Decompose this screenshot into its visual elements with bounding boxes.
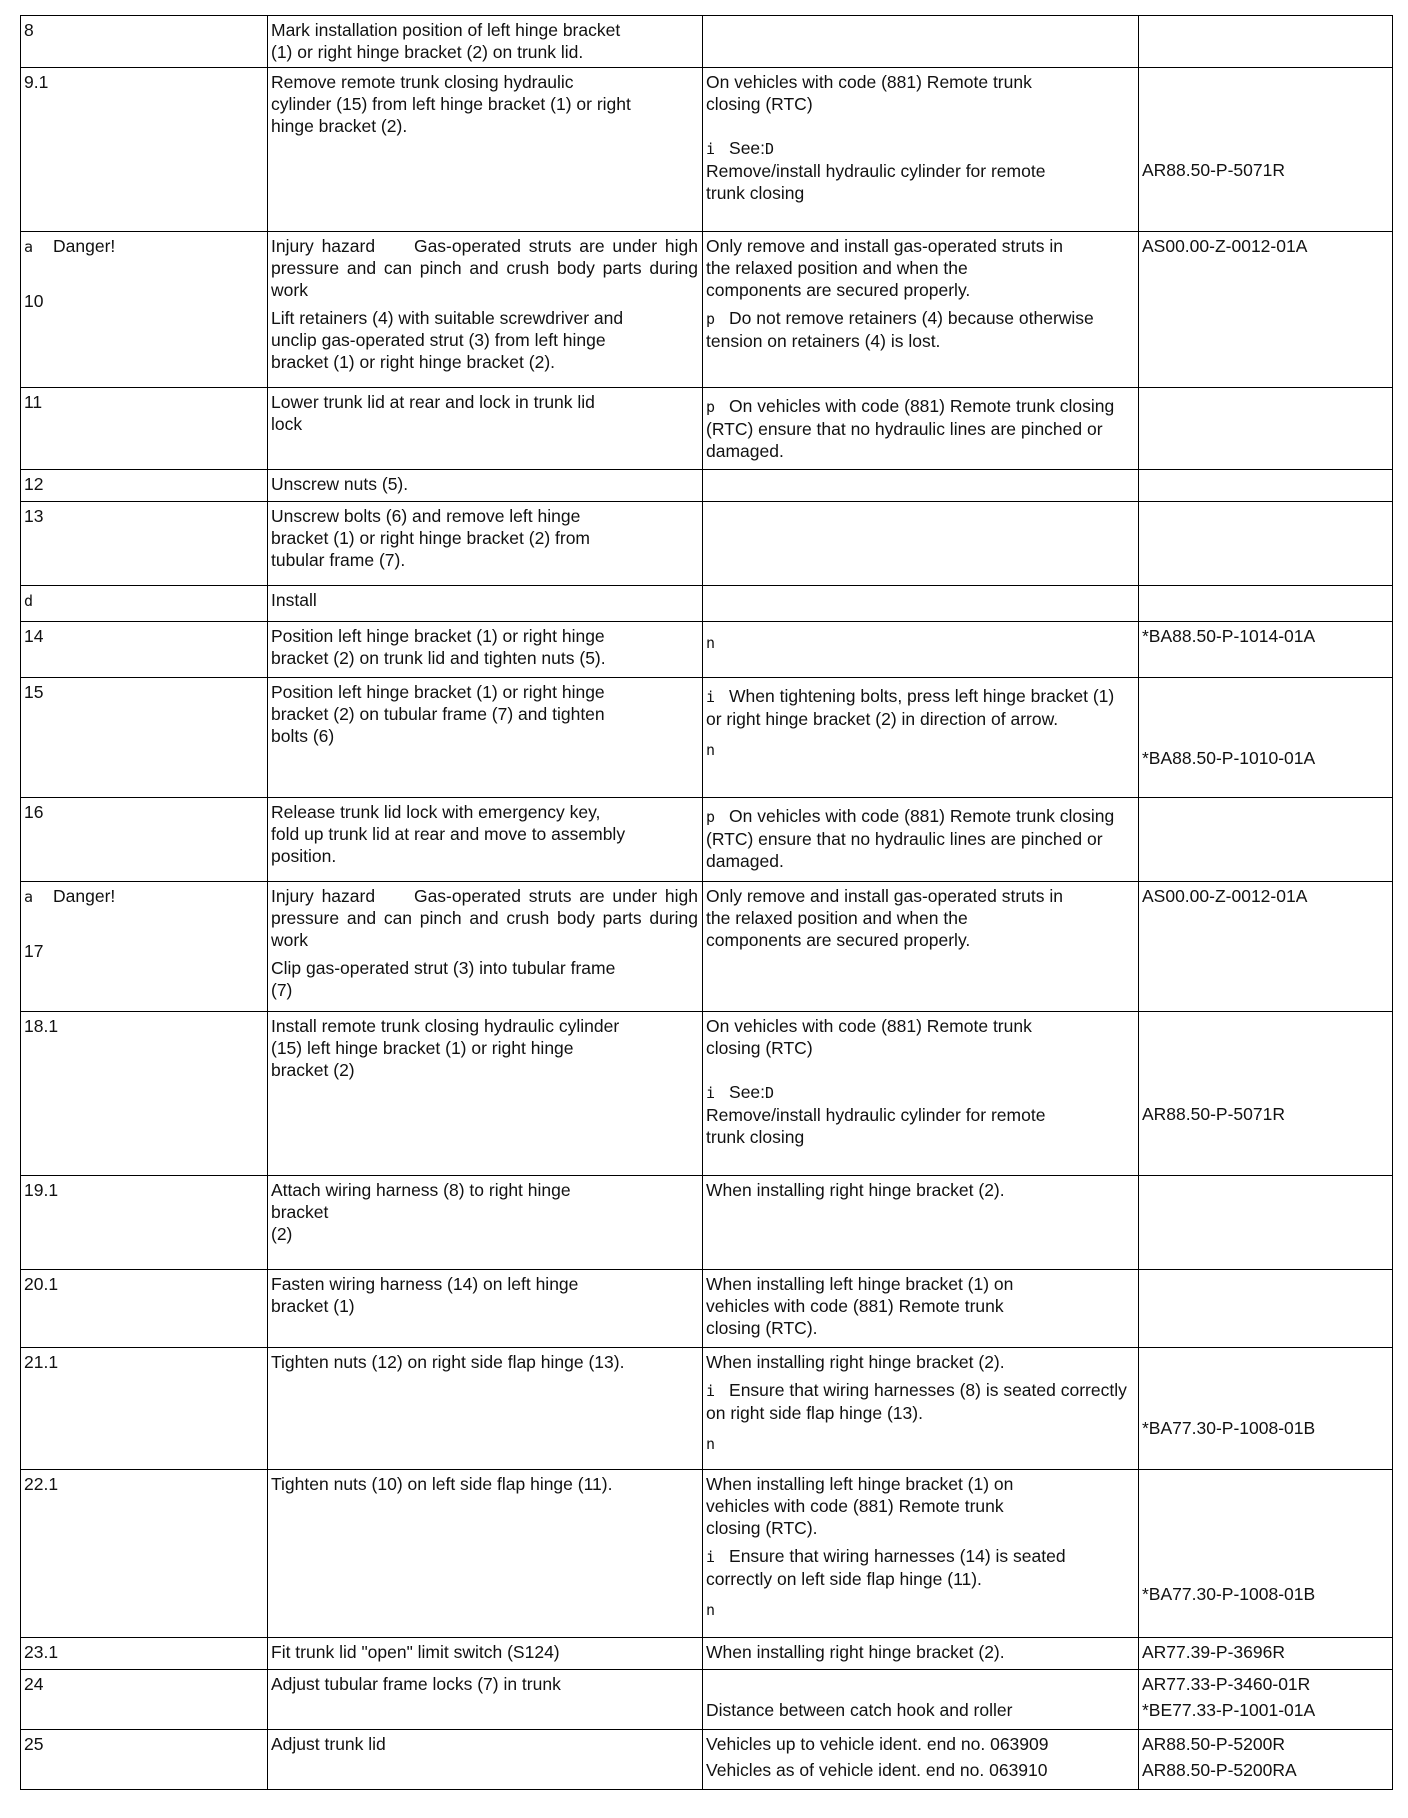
table-row xyxy=(21,1730,1393,1790)
table-row xyxy=(21,1470,1393,1638)
table-row xyxy=(21,1638,1393,1670)
step-note: On vehicles with code (881) Remote trunk closing (RTC) i See:D Remove/install hydraulic cylinder for remote trunk closing xyxy=(703,1012,1139,1176)
caution-icon: p xyxy=(706,398,716,416)
table-row xyxy=(21,798,1393,882)
install-icon: d xyxy=(24,592,34,610)
step-reference xyxy=(1139,1012,1393,1176)
step-number: 16 xyxy=(21,798,268,882)
table-row xyxy=(21,586,1393,622)
step-note: Vehicles up to vehicle ident. end no. 063909 Vehicles as of vehicle ident. end no. 063910 xyxy=(703,1730,1139,1790)
step-number: 9.1 xyxy=(21,68,268,232)
step-note: p On vehicles with code (881) Remote trunk closing (RTC) ensure that no hydraulic lines are pinched or damaged. xyxy=(703,798,1139,882)
step-number: 13 xyxy=(21,502,268,586)
step-note: i When tightening bolts, press left hinge bracket (1) or right hinge bracket (2) in direction of arrow. n xyxy=(703,678,1139,798)
step-note: When installing left hinge bracket (1) on vehicles with code (881) Remote trunk closing (RTC). xyxy=(703,1270,1139,1348)
document-link-icon[interactable]: D xyxy=(765,140,775,158)
step-number: 12 xyxy=(21,470,268,502)
step-number: a Danger! 17 xyxy=(21,882,268,1012)
torque-icon: n xyxy=(706,634,716,652)
step-number: 23.1 xyxy=(21,1638,268,1670)
step-note xyxy=(703,470,1139,502)
step-reference xyxy=(1139,678,1393,798)
table-row xyxy=(21,1348,1393,1470)
step-action: Install xyxy=(268,586,703,622)
info-icon: i xyxy=(706,688,716,706)
table-row xyxy=(21,470,1393,502)
reference-link[interactable]: AR88.50-P-5071R xyxy=(1142,1104,1285,1124)
step-number: 11 xyxy=(21,388,268,470)
table-row xyxy=(21,622,1393,678)
table-row xyxy=(21,68,1393,232)
step-note: Distance between catch hook and roller xyxy=(703,1670,1139,1730)
table-row xyxy=(21,388,1393,470)
table-row xyxy=(21,1012,1393,1176)
step-number: a Danger! 10 xyxy=(21,232,268,388)
reference-link[interactable]: AR88.50-P-5200RA xyxy=(1142,1760,1297,1780)
step-action: Tighten nuts (12) on right side flap hinge (13). xyxy=(268,1348,703,1470)
torque-icon: n xyxy=(706,1601,716,1619)
reference-link[interactable]: *BA88.50-P-1010-01A xyxy=(1142,748,1316,768)
table-row xyxy=(21,16,1393,68)
reference-link[interactable]: *BE77.33-P-1001-01A xyxy=(1142,1700,1316,1720)
step-note: When installing right hinge bracket (2). i Ensure that wiring harnesses (8) is seated correctly on right side flap hinge (13). n xyxy=(703,1348,1139,1470)
step-number: 8 xyxy=(21,16,268,68)
step-number: 25 xyxy=(21,1730,268,1790)
table-row xyxy=(21,882,1393,1012)
step-reference xyxy=(1139,502,1393,586)
step-reference xyxy=(1139,470,1393,502)
step-action: Unscrew nuts (5). xyxy=(268,470,703,502)
step-reference xyxy=(1139,388,1393,470)
reference-link[interactable]: AR88.50-P-5071R xyxy=(1142,160,1285,180)
table-row xyxy=(21,232,1393,388)
step-reference xyxy=(1139,586,1393,622)
step-action: Position left hinge bracket (1) or right hinge bracket (2) on tubular frame (7) and tighten bolts (6) xyxy=(268,678,703,798)
step-action: Mark installation position of left hinge bracket (1) or right hinge bracket (2) on trunk lid. xyxy=(268,16,703,68)
step-note xyxy=(703,16,1139,68)
step-note: p On vehicles with code (881) Remote trunk closing (RTC) ensure that no hydraulic lines are pinched or damaged. xyxy=(703,388,1139,470)
step-reference xyxy=(1139,1670,1393,1730)
step-action: Injury hazard Gas-operated struts are under high pressure and can pinch and crush body parts during work Clip gas-operated strut (3) into tubular frame (7) xyxy=(268,882,703,1012)
step-note: On vehicles with code (881) Remote trunk closing (RTC) i See:D Remove/install hydraulic cylinder for remote trunk closing xyxy=(703,68,1139,232)
danger-icon: a xyxy=(24,888,34,906)
torque-icon: n xyxy=(706,741,716,759)
step-number: 19.1 xyxy=(21,1176,268,1270)
table-row xyxy=(21,678,1393,798)
table-row xyxy=(21,1670,1393,1730)
reference-link[interactable]: *BA88.50-P-1014-01A xyxy=(1142,626,1316,646)
step-action: Adjust tubular frame locks (7) in trunk xyxy=(268,1670,703,1730)
table-row xyxy=(21,1176,1393,1270)
torque-icon: n xyxy=(706,1435,716,1453)
table-row xyxy=(21,1270,1393,1348)
step-note xyxy=(703,586,1139,622)
step-action: Tighten nuts (10) on left side flap hinge (11). xyxy=(268,1470,703,1638)
info-icon: i xyxy=(706,1382,716,1400)
reference-link[interactable]: AR77.33-P-3460-01R xyxy=(1142,1674,1311,1694)
step-action: Fasten wiring harness (14) on left hinge bracket (1) xyxy=(268,1270,703,1348)
step-action: Adjust trunk lid xyxy=(268,1730,703,1790)
step-action: Release trunk lid lock with emergency key, fold up trunk lid at rear and move to assembly position. xyxy=(268,798,703,882)
info-icon: i xyxy=(706,140,716,158)
table-row xyxy=(21,502,1393,586)
step-action: Unscrew bolts (6) and remove left hinge bracket (1) or right hinge bracket (2) from tubular frame (7). xyxy=(268,502,703,586)
step-action: Lower trunk lid at rear and lock in trunk lid lock xyxy=(268,388,703,470)
procedure-sheet xyxy=(20,15,1392,1790)
step-note xyxy=(703,622,1139,678)
step-action: Fit trunk lid "open" limit switch (S124) xyxy=(268,1638,703,1670)
step-reference xyxy=(1139,1270,1393,1348)
step-reference xyxy=(1139,1470,1393,1638)
step-number: 14 xyxy=(21,622,268,678)
step-number: 18.1 xyxy=(21,1012,268,1176)
reference-link[interactable]: AR88.50-P-5200R xyxy=(1142,1734,1285,1754)
reference-link[interactable]: *BA77.30-P-1008-01B xyxy=(1142,1584,1316,1604)
step-note: Only remove and install gas-operated struts in the relaxed position and when the components are secured properly. xyxy=(703,882,1139,1012)
step-number: 20.1 xyxy=(21,1270,268,1348)
step-reference xyxy=(1139,232,1393,388)
info-line: i See:D xyxy=(706,138,775,158)
step-reference xyxy=(1139,1638,1393,1670)
step-reference xyxy=(1139,16,1393,68)
step-reference xyxy=(1139,798,1393,882)
step-reference xyxy=(1139,68,1393,232)
procedure-table xyxy=(20,15,1393,1790)
step-action: Attach wiring harness (8) to right hinge bracket (2) xyxy=(268,1176,703,1270)
step-number: 24 xyxy=(21,1670,268,1730)
step-number: 22.1 xyxy=(21,1470,268,1638)
step-action: Install remote trunk closing hydraulic cylinder (15) left hinge bracket (1) or right hinge bracket (2) xyxy=(268,1012,703,1176)
caution-icon: p xyxy=(706,808,716,826)
step-reference xyxy=(1139,1176,1393,1270)
step-action: Remove remote trunk closing hydraulic cylinder (15) from left hinge bracket (1) or right hinge bracket (2). xyxy=(268,68,703,232)
reference-link[interactable]: AS00.00-Z-0012-01A xyxy=(1142,886,1308,906)
info-icon: i xyxy=(706,1084,716,1102)
step-note xyxy=(703,502,1139,586)
step-action: Injury hazard Gas-operated struts are under high pressure and can pinch and crush body parts during work Lift retainers (4) with suitable screwdriver and unclip gas-operated strut (3) from left hinge bracket (1) or right hinge bracket (2). xyxy=(268,232,703,388)
step-note: When installing right hinge bracket (2). xyxy=(703,1638,1139,1670)
step-action: Position left hinge bracket (1) or right hinge bracket (2) on trunk lid and tighten nuts (5). xyxy=(268,622,703,678)
document-link-icon[interactable]: D xyxy=(765,1084,775,1102)
step-note: When installing right hinge bracket (2). xyxy=(703,1176,1139,1270)
info-icon: i xyxy=(706,1548,716,1566)
info-line: i See:D xyxy=(706,1082,775,1102)
reference-link[interactable]: *BA77.30-P-1008-01B xyxy=(1142,1418,1316,1438)
reference-link[interactable]: AS00.00-Z-0012-01A xyxy=(1142,236,1308,256)
step-note: When installing left hinge bracket (1) on vehicles with code (881) Remote trunk closing (RTC). i Ensure that wiring harnesses (14) is seated correctly on left side flap hinge (11). n xyxy=(703,1470,1139,1638)
danger-icon: a xyxy=(24,238,34,256)
step-number xyxy=(21,586,268,622)
step-number: 15 xyxy=(21,678,268,798)
step-number: 21.1 xyxy=(21,1348,268,1470)
reference-link[interactable]: AR77.39-P-3696R xyxy=(1142,1642,1285,1662)
step-note: Only remove and install gas-operated struts in the relaxed position and when the components are secured properly. p Do not remove retainers (4) because otherwise tension on retainers (4) is lost. xyxy=(703,232,1139,388)
step-reference xyxy=(1139,1730,1393,1790)
step-reference xyxy=(1139,622,1393,678)
caution-icon: p xyxy=(706,310,716,328)
step-reference xyxy=(1139,882,1393,1012)
step-reference xyxy=(1139,1348,1393,1470)
